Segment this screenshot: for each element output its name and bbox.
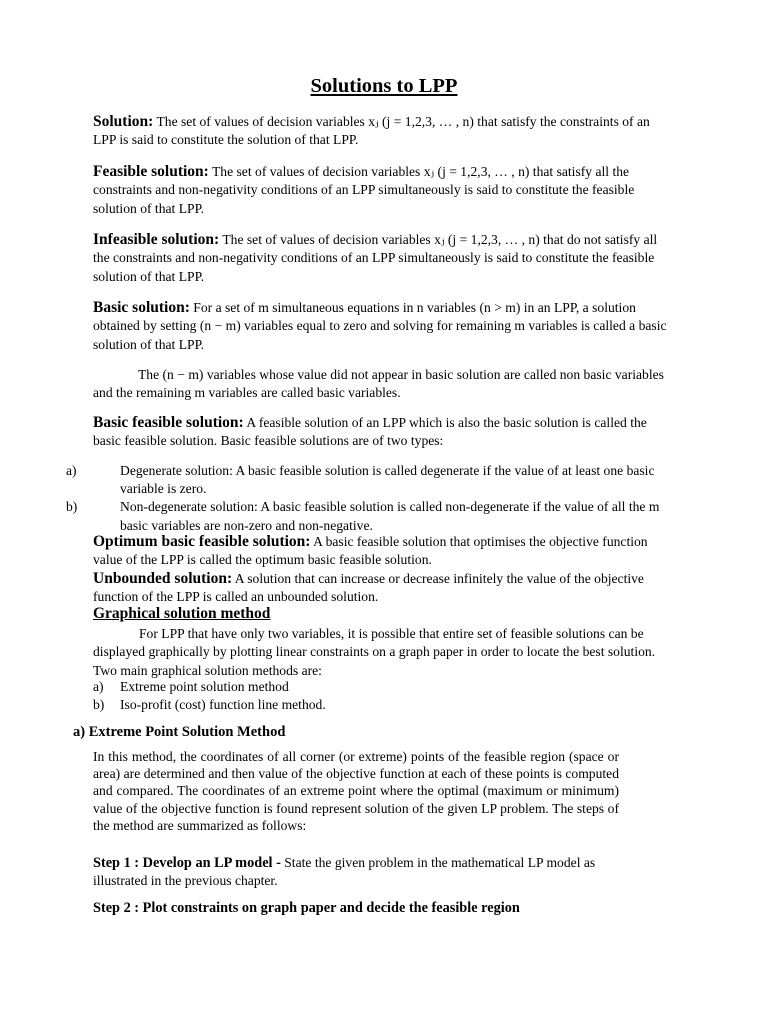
optimum-solution-definition xyxy=(93,533,675,570)
basic-feasible-solution-text: A feasible solution of an LPP which is also the basic solution is called the basic feasible solution. Basic feasible solutions are of two types: xyxy=(93,415,647,449)
optimum-solution-term: Optimum basic feasible solution: xyxy=(93,533,311,550)
unbounded-solution-term: Unbounded solution: xyxy=(93,570,233,587)
basic-solution-definition xyxy=(93,299,675,354)
unbounded-solution-text: A solution that can increase or decrease infinitely the value of the objective function of the LPP is called an unbounded solution. xyxy=(93,571,644,605)
list-item xyxy=(93,696,675,714)
step-1-text: State the given problem in the mathematical LP model as illustrated in the previous chapter. xyxy=(93,855,596,889)
feasible-solution-term: Feasible solution: xyxy=(93,163,209,180)
page-title: Solutions to LPP xyxy=(310,75,458,97)
graphical-method-heading: Graphical solution method xyxy=(93,605,271,622)
basic-variables-note: The (n − m) variables whose value did not appear in basic solution are called non basic variables and the remaining m variables are called basic variables. xyxy=(93,367,664,401)
unbounded-solution-definition xyxy=(93,570,675,607)
feasible-solution-definition xyxy=(93,163,675,218)
extreme-point-method-heading: a) Extreme Point Solution Method xyxy=(73,724,286,740)
list-item xyxy=(93,678,675,696)
basic-feasible-types-list xyxy=(66,462,675,535)
step-2-label: Step 2 : Plot constraints on graph paper and decide the feasible region xyxy=(93,900,520,916)
list-item xyxy=(66,462,675,498)
infeasible-solution-term: Infeasible solution: xyxy=(93,231,220,248)
infeasible-solution-text: The set of values of decision variables xⱼ (j = 1,2,3, … , n) that do not satisfy all the constraints and non-negativity conditions of an LPP simultaneously is said to constitute the feasible solution of that LPP. xyxy=(93,232,658,284)
list-item-text: Non-degenerate solution: A basic feasible solution is called non-degenerate if the value of all the m basic variables are non-zero and non-negative. xyxy=(120,499,660,533)
list-item xyxy=(66,498,675,534)
list-item-text: Extreme point solution method xyxy=(120,679,289,694)
graphical-methods-list xyxy=(93,678,675,714)
list-item-label: a) xyxy=(66,463,77,478)
basic-solution-term: Basic solution: xyxy=(93,299,190,316)
list-item-label: b) xyxy=(66,499,78,515)
basic-solution-text: For a set of m simultaneous equations in n variables (n > m) in an LPP, a solution obtained by setting (n − m) variables equal to zero and solving for remaining m variables is called a basic solution of that LPP. xyxy=(93,300,667,352)
list-item-label: a) xyxy=(93,679,104,694)
step-1-label: Step 1 : Develop an LP model - xyxy=(93,855,281,871)
basic-feasible-solution-term: Basic feasible solution: xyxy=(93,414,244,431)
step-2 xyxy=(93,899,653,917)
solution-text: The set of values of decision variables xⱼ (j = 1,2,3, … , n) that satisfy the constraints of an LPP is said to constitute the solution of that LPP. xyxy=(93,114,650,148)
basic-feasible-solution-definition xyxy=(93,414,675,451)
list-item-label: b) xyxy=(93,697,105,713)
list-item-text: Degenerate solution: A basic feasible solution is called degenerate if the value of at least one basic variable is zero. xyxy=(120,463,655,497)
list-item-text: Iso-profit (cost) function line method. xyxy=(120,697,326,713)
optimum-solution-text: A basic feasible solution that optimises the objective function value of the LPP is called the optimum basic feasible solution. xyxy=(93,534,648,568)
extreme-point-method-text: In this method, the coordinates of all corner (or extreme) points of the feasible region (space or area) are determined and then value of the objective function at each of these points is computed and compared. The coordinates of an extreme point where the optimal (maximum or minimum) value of the objective function is found represent solution of the given LP problem. The steps of the method are summarized as follows: xyxy=(93,749,619,833)
infeasible-solution-definition xyxy=(93,231,675,286)
solution-term: Solution: xyxy=(93,113,154,130)
feasible-solution-text: The set of values of decision variables xⱼ (j = 1,2,3, … , n) that satisfy all the constraints and non-negativity conditions of an LPP simultaneously is said to constitute the feasible solution of that LPP. xyxy=(93,164,635,216)
step-1 xyxy=(93,854,619,889)
solution-definition xyxy=(93,113,675,150)
graphical-method-text: For LPP that have only two variables, it is possible that entire set of feasible solutions can be displayed graphically by plotting linear constraints on a graph paper in order to locate the best solution. Two main graphical solution methods are: xyxy=(93,626,656,678)
